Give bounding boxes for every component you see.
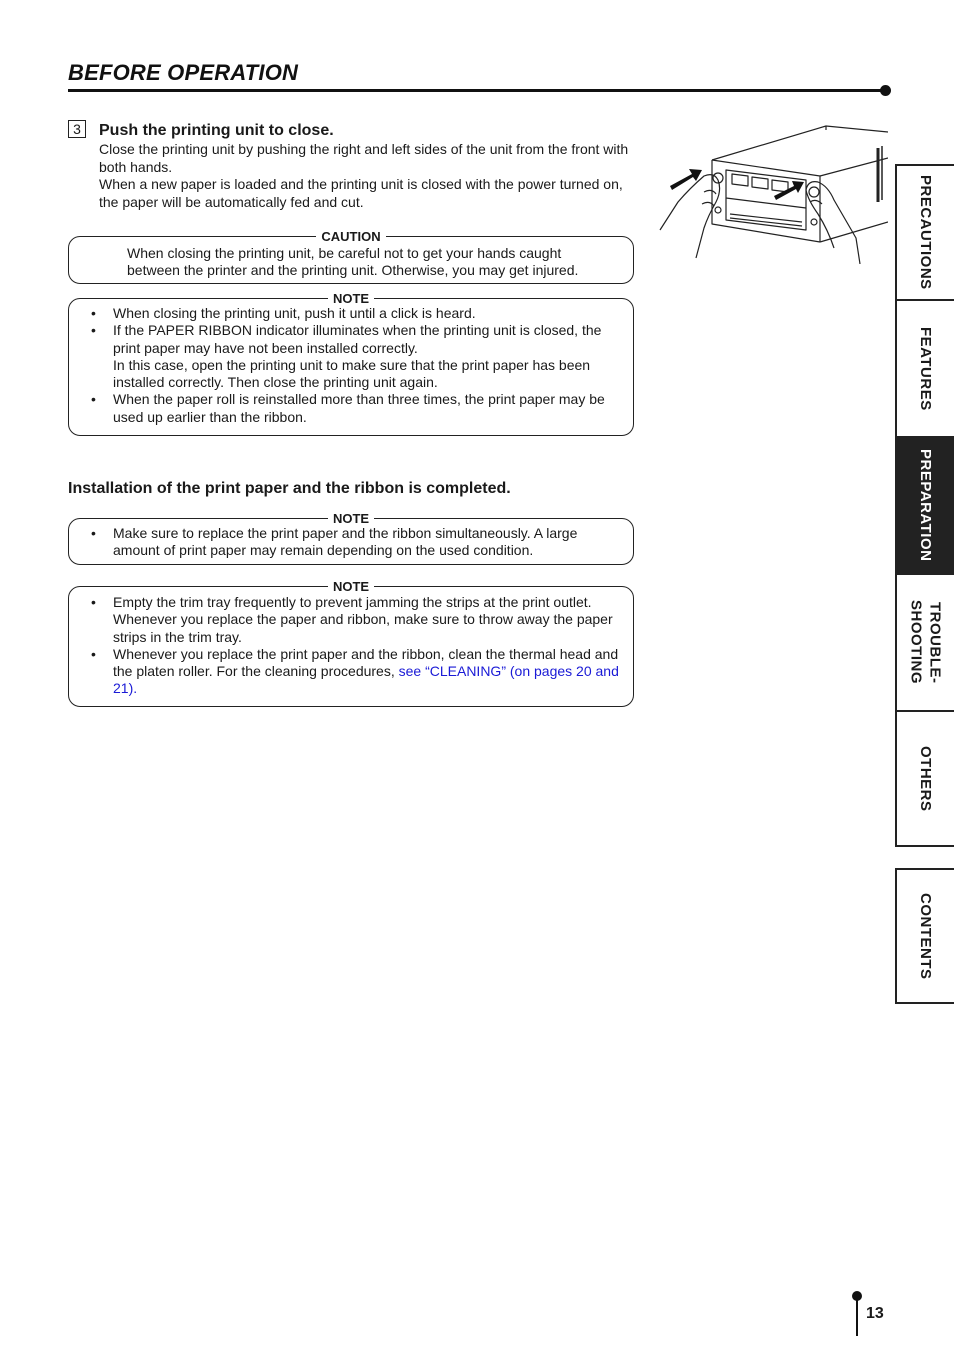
note-box (68, 579, 634, 707)
note-item-text (113, 646, 621, 698)
printer-closing-illustration (656, 118, 888, 264)
page-number-rule (856, 1296, 858, 1336)
note-label: NOTE (328, 291, 374, 306)
tab-features[interactable] (895, 299, 954, 438)
note-item (69, 646, 633, 698)
tab-troubleshooting[interactable] (895, 573, 954, 712)
note-list (69, 525, 633, 560)
note-label: NOTE (328, 579, 374, 594)
note-box (68, 291, 634, 436)
title-rule-dot (880, 85, 891, 96)
note-item (69, 525, 633, 560)
caution-text: When closing the printing unit, be careful not to get your hands caught between the printer and the printing unit. Otherwise, you may get injured. (127, 245, 579, 279)
caution-label: CAUTION (316, 229, 385, 244)
cleaning-link[interactable]: see “CLEANING” (on pages 20 and 21). (113, 663, 619, 697)
note-box (68, 511, 634, 565)
tab-label: CONTENTS (917, 892, 934, 980)
step-paragraph: When a new paper is loaded and the printing unit is closed with the power turned on, the paper will be automatically fed and cut. (99, 176, 623, 210)
note-item (69, 391, 633, 426)
tab-others[interactable] (895, 710, 954, 847)
tab-preparation[interactable] (895, 436, 954, 575)
note-item-text: In this case, open the printing unit to make sure that the print paper has been installed correctly. Then close the printing unit again. (113, 356, 591, 391)
tab-label: PREPARATION (917, 449, 934, 562)
tab-contents[interactable] (895, 868, 954, 1004)
note-item-text: • When closing the printing unit, push it until a click is heard. (113, 305, 476, 321)
note-list (69, 305, 633, 426)
note-item-text-segment: Whenever you replace the print paper and the ribbon, clean the thermal head and the platen roller. For the cleaning procedures, (113, 645, 619, 680)
note-label: NOTE (328, 511, 374, 526)
tab-label: PRECAUTIONS (917, 175, 934, 290)
note-item (69, 594, 633, 646)
step-body (99, 141, 629, 211)
tab-precautions[interactable] (895, 164, 954, 301)
caution-box (68, 229, 634, 284)
note-item (69, 322, 633, 391)
note-item-text: • If the PAPER RIBBON indicator illuminates when the printing unit is closed, the print paper may have not been installed correctly. (113, 322, 602, 356)
title-rule (68, 89, 884, 92)
page-number: 13 (866, 1305, 884, 1322)
note-item (69, 305, 633, 322)
note-item-text: • When the paper roll is reinstalled more than three times, the print paper may be used up earlier than the ribbon. (113, 391, 605, 425)
step-paragraph: Close the printing unit by pushing the right and left sides of the unit from the front with both hands. (99, 141, 629, 175)
note-item-text: • Empty the trim tray frequently to prevent jamming the strips at the print outlet. Whenever you replace the paper and ribbon, make sure to throw away the paper strips in the trim tray. (113, 594, 613, 645)
page-title: BEFORE OPERATION (68, 60, 299, 85)
tab-label: OTHERS (917, 745, 934, 812)
note-item-text: • Make sure to replace the print paper and the ribbon simultaneously. A large amount of print paper may remain depending on the used condition. (113, 525, 578, 559)
completion-heading: Installation of the print paper and the ribbon is completed. (68, 480, 511, 497)
step-number: 3 (68, 120, 86, 138)
tab-label: TROUBLE- SHOOTING (907, 600, 944, 685)
note-list (69, 594, 633, 698)
step-title: Push the printing unit to close. (99, 122, 334, 139)
tab-label: FEATURES (917, 326, 934, 411)
